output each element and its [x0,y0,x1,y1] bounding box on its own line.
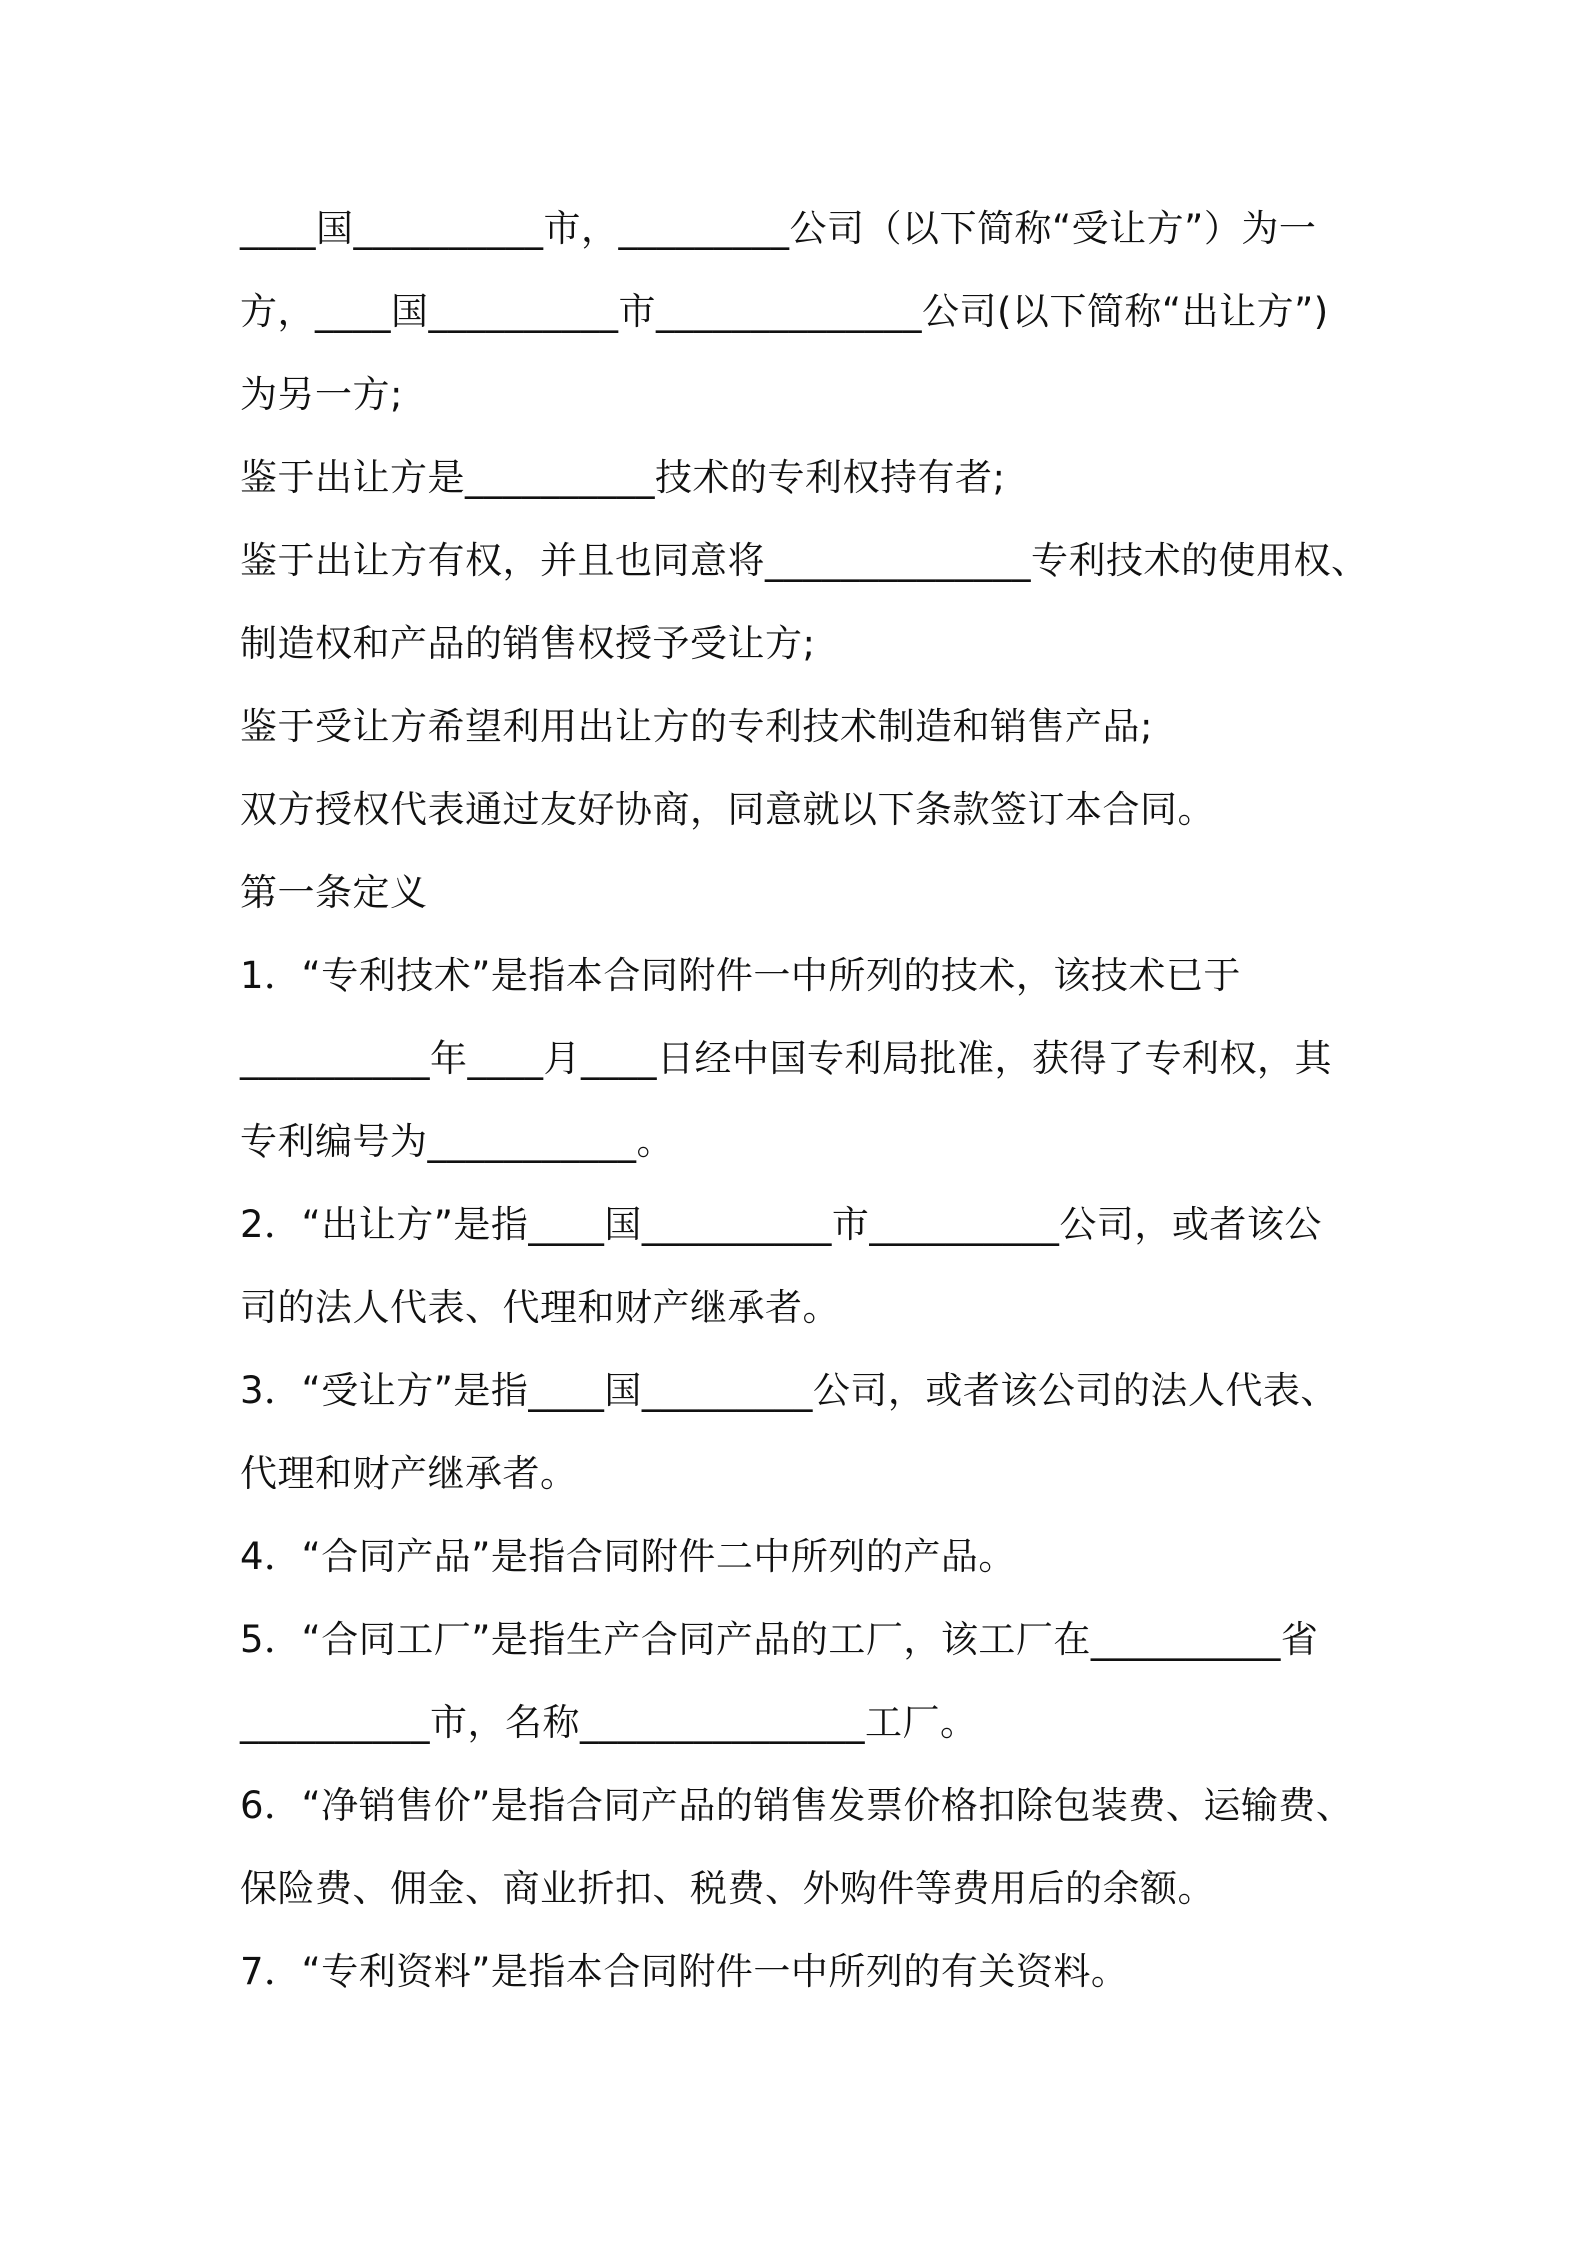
list-item: 保险费、佣金、商业折扣、税费、外购件等费用后的余额。 [240,1867,1215,1910]
list-item: 代理和财产继承者。 [240,1452,578,1495]
list-item: 专利编号为___________。 [240,1120,674,1163]
list-item: 1．“专利技术”是指本合同附件一中所列的技术，该技术已于 [240,954,1241,997]
list-item: 5．“合同工厂”是指生产合同产品的工厂，该工厂在__________省 [240,1618,1319,1661]
text-line: 鉴于出让方是__________技术的专利权持有者; [240,456,1006,499]
list-item: 3．“受让方”是指____国_________公司，或者该公司的法人代表、 [240,1369,1338,1412]
list-item: __________市，名称_______________工厂。 [240,1701,978,1744]
list-item: 司的法人代表、代理和财产继承者。 [240,1286,840,1329]
text-line: 鉴于出让方有权，并且也同意将______________专利技术的使用权、 [240,539,1369,582]
list-item: 4．“合同产品”是指合同附件二中所列的产品。 [240,1535,1016,1578]
text-line: ____国__________市，_________公司（以下简称“受让方”）为一 [240,207,1317,250]
list-item: 6．“净销售价”是指合同产品的销售发票价格扣除包装费、运输费、 [240,1784,1354,1827]
list-item: 7．“专利资料”是指本合同附件一中所列的有关资料。 [240,1950,1129,1993]
text-line: 鉴于受让方希望利用出让方的专利技术制造和销售产品; [240,705,1153,748]
list-item: __________年____月____日经中国专利局批准，获得了专利权，其 [240,1037,1332,1080]
section-heading: 第一条定义 [240,871,428,914]
text-line: 双方授权代表通过友好协商，同意就以下条款签订本合同。 [240,788,1215,831]
text-line: 为另一方; [240,373,403,416]
list-item: 2．“出让方”是指____国__________市__________公司，或者该公 [240,1203,1322,1246]
text-line: 方，____国__________市______________公司(以下简称“出让方”) [240,290,1329,333]
text-line: 制造权和产品的销售权授予受让方; [240,622,816,665]
